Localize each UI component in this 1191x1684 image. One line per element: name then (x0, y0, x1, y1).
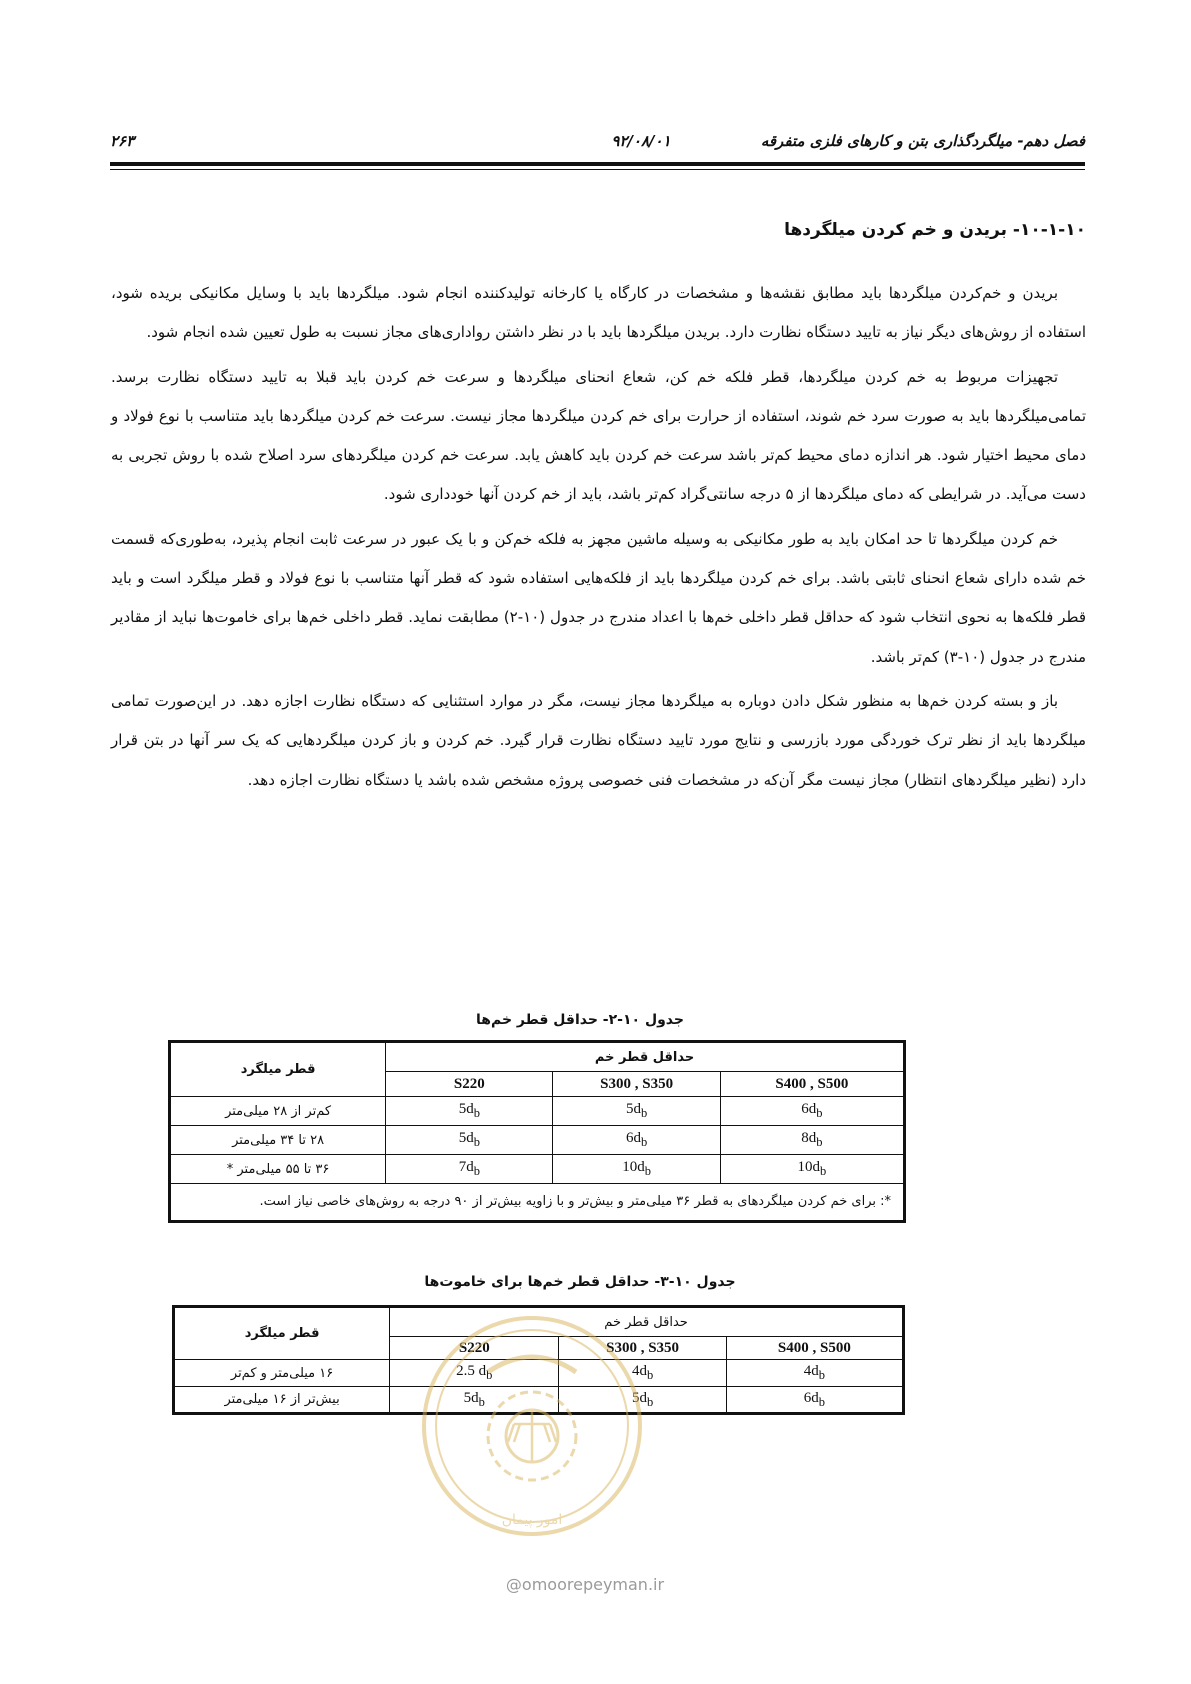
bar-diameter-header: قطر میلگرد (170, 1042, 386, 1097)
table-cell (720, 1155, 904, 1184)
cell-subscript: b (473, 1106, 480, 1120)
group-header: حداقل قطر خم (390, 1307, 904, 1337)
bar-diameter-cell: کم‌تر از ۲۸ میلی‌متر (170, 1097, 386, 1126)
cell-subscript: b (820, 1164, 827, 1178)
cell-subscript: b (473, 1135, 480, 1149)
table-cell (386, 1155, 553, 1184)
cell-coefficient: 2.5 (456, 1363, 479, 1379)
table-caption-2: جدول ۱۰-۳- حداقل قطر خم‌ها برای خاموت‌ها (424, 1274, 736, 1290)
table-footnote: *: برای خم کردن میلگردهای به قطر ۳۶ میلی‌متر و بیش‌تر و با زاویه بیش‌تر از ۹۰ درجه به روش‌های خاصی نیاز است. (170, 1184, 905, 1222)
page-number: ۲۶۳ (110, 132, 135, 150)
table-cell (726, 1360, 903, 1387)
grade-header: S220 (390, 1337, 559, 1360)
table-cell (559, 1387, 726, 1414)
paragraph: خم کردن میلگردها تا حد امکان باید به طور مکانیکی به وسیله ماشین مجهز به فلکه خم‌کن و با یک عبور در سرعت ثابت انجام پذیرد، به‌طوری‌که قسمت خم شده دارای شعاع انحنای ثابتی باشد. برای خم کردن میلگردها باید از فلکه‌هایی استفاده شود که قطر آنها متناسب با نوع فولاد و قطر میلگرد است و باید قطر فلکه‌ها به نحوی انتخاب شود که حداقل قطر داخلی خم‌ها با اعداد مندرج در جدول (۱۰-۲) مطابقت نماید. قطر داخلی خم‌ها برای خاموت‌ها نباید از مقادیر مندرج در جدول (۱۰-۳) کم‌تر باشد. (111, 529, 1086, 666)
cell-subscript: b (641, 1106, 648, 1120)
cell-coefficient: 10 (797, 1159, 813, 1175)
cell-coefficient: 5 (458, 1101, 467, 1117)
cell-subscript: b (816, 1106, 823, 1120)
table-cell (553, 1126, 720, 1155)
table-cell (390, 1387, 559, 1414)
grade-header: S400 , S500 (726, 1337, 903, 1360)
cell-subscript: b (816, 1135, 823, 1149)
cell-symbol: d (637, 1159, 645, 1175)
cell-coefficient: 5 (631, 1389, 640, 1406)
paragraph: باز و بسته کردن خم‌ها به منظور شکل دادن دوباره به میلگردها مجاز نیست، مگر در موارد استثنایی که دستگاه نظارت اجازه دهد. در این‌صورت تمامی میلگردها باید از نظر ترک خوردگی مورد بازرسی و نتایج مورد تایید دستگاه نظارت قرار گیرد. خم کردن و باز کردن میلگردهایی که یک سر آنها در بتن قرار دارد (نظیر میلگردهای انتظار) مجاز نیست مگر آن‌که در مشخصات فنی خصوصی پروژه مشخص شده باشد یا دستگاه نظارت اجازه دهد. (111, 691, 1086, 789)
table-cell (726, 1387, 903, 1414)
cell-coefficient: 6 (626, 1130, 634, 1146)
bar-diameter-cell: بیش‌تر از ۱۶ میلی‌متر (174, 1387, 390, 1414)
cell-symbol: d (633, 1101, 641, 1117)
source-watermark: @omoorepeyman.ir (505, 1575, 665, 1594)
cell-coefficient: 5 (458, 1130, 467, 1146)
cell-symbol: d (639, 1363, 647, 1379)
watermark-stamp-text: امور پیمان (501, 1512, 563, 1528)
cell-coefficient: 6 (801, 1101, 809, 1117)
cell-subscript: b (641, 1135, 648, 1149)
cell-symbol: d (639, 1389, 647, 1406)
bar-diameter-cell: ۱۶ میلی‌متر و کم‌تر (174, 1360, 390, 1387)
cell-coefficient: 8 (801, 1130, 809, 1146)
bar-diameter-header: قطر میلگرد (174, 1307, 390, 1360)
cell-symbol: d (808, 1101, 817, 1117)
cell-symbol: d (466, 1159, 474, 1175)
cell-symbol: d (808, 1130, 817, 1146)
cell-coefficient: 4 (803, 1363, 812, 1379)
paragraph: بریدن و خم‌کردن میلگردها باید مطابق نقشه‌ها و مشخصات در کارگاه یا کارخانه تولیدکننده انجام شود. میلگردها باید با وسایل مکانیکی بریده شود، استفاده از روش‌های دیگر نیاز به تایید دستگاه نظارت دارد. بریدن میلگردها باید با در نظر داشتن رواداری‌های مجاز نسبت به طول تعیین شده انجام شود. (111, 284, 1086, 342)
page-header (110, 124, 1085, 154)
bar-diameter-cell: ۲۸ تا ۳۴ میلی‌متر (170, 1126, 386, 1155)
table-cell (386, 1097, 553, 1126)
section-title: ۱۰-۱-۱۰- بریدن و خم کردن میلگردها (784, 220, 1086, 240)
grade-header: S300 , S350 (553, 1072, 720, 1097)
revision-date: ۹۲/۰۸/۰۱ (611, 132, 671, 150)
cell-symbol: d (811, 1389, 819, 1406)
cell-subscript: b (478, 1394, 485, 1409)
table-caption-1: جدول ۱۰-۲- حداقل قطر خم‌ها (476, 1012, 684, 1028)
bar-diameter-cell: ۳۶ تا ۵۵ میلی‌متر * (170, 1155, 386, 1184)
table-cell (720, 1097, 904, 1126)
paragraph: تجهیزات مربوط به خم کردن میلگردها، قطر فلکه خم کن، شعاع انحنای میلگردها و سرعت خم کردن باید قبلا به تایید دستگاه نظارت برسد. تمامی‌میلگردها باید به صورت سرد خم شوند، استفاده از حرارت برای خم کردن میلگردها مجاز نیست. سرعت خم کردن میلگردها باید متناسب با نوع فولاد و دمای محیط اختیار شود. هر اندازه دمای محیط کم‌تر باشد سرعت خم کردن باید کاهش یابد. سرعت خم کردن میلگردهای سرد اصلاح شده با روش تجربی به دست می‌آید. در شرایطی که دمای میلگردها از ۵ درجه سانتی‌گراد کم‌تر باشد، باید از خم کردن آنها خودداری شود. (111, 367, 1086, 504)
cell-coefficient: 5 (463, 1389, 472, 1406)
table-cell (553, 1155, 720, 1184)
cell-symbol: d (466, 1130, 474, 1146)
cell-subscript: b (473, 1164, 480, 1178)
grade-header: S220 (386, 1072, 553, 1097)
cell-subscript: b (818, 1368, 825, 1382)
cell-subscript: b (646, 1368, 654, 1382)
cell-subscript: b (644, 1164, 651, 1178)
header-rule-thin (110, 169, 1085, 170)
min-bend-diameter-table (168, 1040, 906, 1223)
group-header: حداقل قطر خم (386, 1042, 905, 1072)
cell-coefficient: 7 (458, 1159, 467, 1175)
table-cell (390, 1360, 559, 1387)
cell-coefficient: 5 (626, 1101, 634, 1117)
table-cell (386, 1126, 553, 1155)
cell-subscript: b (646, 1394, 654, 1409)
cell-subscript: b (818, 1394, 825, 1409)
cell-coefficient: 4 (631, 1363, 640, 1379)
cell-coefficient: 6 (803, 1389, 812, 1406)
table-cell (553, 1097, 720, 1126)
cell-symbol: d (811, 1363, 819, 1379)
cell-subscript: b (486, 1368, 493, 1382)
table-cell (559, 1360, 726, 1387)
cell-symbol: d (633, 1130, 641, 1146)
body-text (111, 274, 1086, 805)
cell-symbol: d (478, 1363, 487, 1379)
cell-coefficient: 10 (622, 1159, 638, 1175)
grade-header: S300 , S350 (559, 1337, 726, 1360)
table-cell (720, 1126, 904, 1155)
chapter-title: فصل دهم- میلگردگذاری بتن و کارهای فلزی متفرقه (760, 132, 1085, 150)
header-rule (110, 162, 1085, 166)
cell-symbol: d (466, 1101, 474, 1117)
cell-symbol: d (812, 1159, 821, 1175)
grade-header: S400 , S500 (720, 1072, 904, 1097)
stirrup-bend-diameter-table (172, 1305, 905, 1415)
cell-symbol: d (471, 1389, 479, 1406)
